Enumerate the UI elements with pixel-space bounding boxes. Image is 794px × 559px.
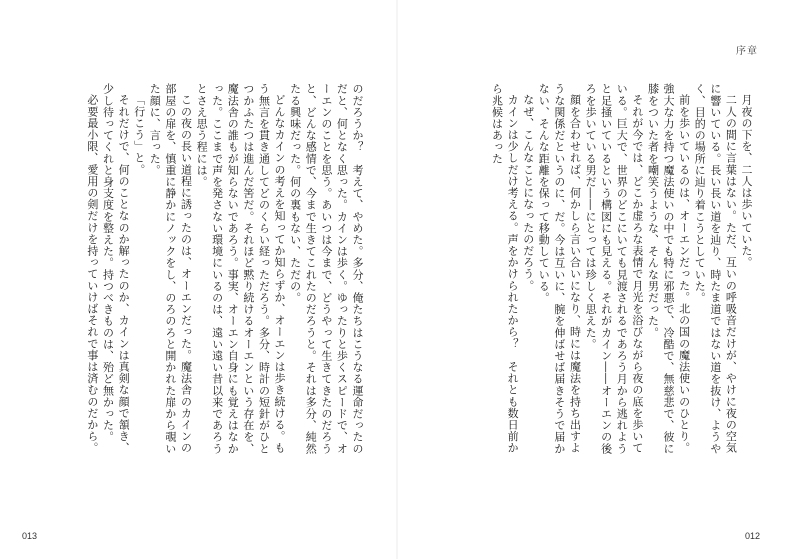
right-page (397, 0, 794, 559)
paragraph: なぜ、こんなことになったのだろう。 (521, 94, 535, 292)
paragraph: この夜の長い道程に誘ったのは、オーエンだった。魔法舎のカインの部屋の扉を、慎重に静かにノックをし、のろのろと開かれた扉から覗いた顔に、言った。 (148, 83, 193, 455)
paragraph: カインは少しだけ考える。声をかけられたから？ それとも数日前から兆候はあった (490, 83, 520, 454)
paragraph: それが今では、どこか虚ろな表情で月光を浴びながら夜の底を歩いている。巨大で、世界のどこにいても見渡されるであろう月から逃れようと足掻いているという構図にも見える。それがカイン――オーエンの後ろを歩いている男だ――にとっては珍しく思えた。 (584, 83, 644, 455)
left-page-text-column (25, 83, 365, 463)
paragraph: 月夜の下を、二人は歩いていた。 (740, 94, 753, 268)
page-number: 012 (744, 531, 760, 541)
right-page-text-column (424, 83, 754, 463)
paragraph: 必要最小限、愛用の剣だけを持っていけばそれで事は済むのだから。 (85, 94, 99, 454)
page-number: 013 (22, 531, 38, 541)
paragraph: 前を歩いているのは、オーエンだった。北の国の魔法使いのひとり。強大な力を持つ魔法使いの中でも特に邪悪で、冷酷で、無慈悲で、彼に膝をついた者を嘲笑うような、そんな男だった。 (646, 83, 691, 455)
paragraph: 二人の間に言葉はない。ただ、互いの呼吸音だけが、やけに夜の空気に響いている。長い長い道を辿り、時たま道ではない道を抜け、ようやく、目的の場所に辿り着こうとしていた。 (693, 83, 738, 455)
paragraph: それだけで、何のことなのか解ったのか、カインは真剣な顔で頷き、少し待ってくれと身支度を整えた。持つべきものは、殆ど無かった。 (101, 83, 131, 454)
dialogue-line: 「行こう」と。 (132, 94, 146, 176)
chapter-heading: 序章 (736, 46, 758, 57)
paragraph: どんなカインの考えを知ってか知らずか、オーエンは歩き続ける。もう無言を貫き通してどのくらい経っただろう。多分、時計の短針がひとつかふたつは進んだ筈だ。それほど黙り続けるオーエンという存在を、魔法舎の誰もが知らないであろう。事実、オーエン自身にも覚えはなかった。ここまで声を発さない環境にいるのは、遠い遠い昔以来であろうとさえ思う程には。 (195, 83, 287, 455)
paragraph: のだろうか？ 考えて、やめた。多分、俺たちはこうなる運命だったのだと、何となく思った。カインは歩く。ゆったりと歩くスピードで、オーエンのことを思う。あいつは今まで、どうやって生きてきたのだろうと、どんな感情で、今まで生きてこれたのだろうと。それは多分、純然たる興味だった。何の裏もない、ただの。 (288, 83, 364, 455)
paragraph: 顔を合わせれば、何かしら言い合いになり、時には魔法を持ち出すような関係だというのに、だ。今は互いに、腕を伸ばせば届きそうで届かない、そんな距離を保って移動している。 (537, 83, 582, 455)
